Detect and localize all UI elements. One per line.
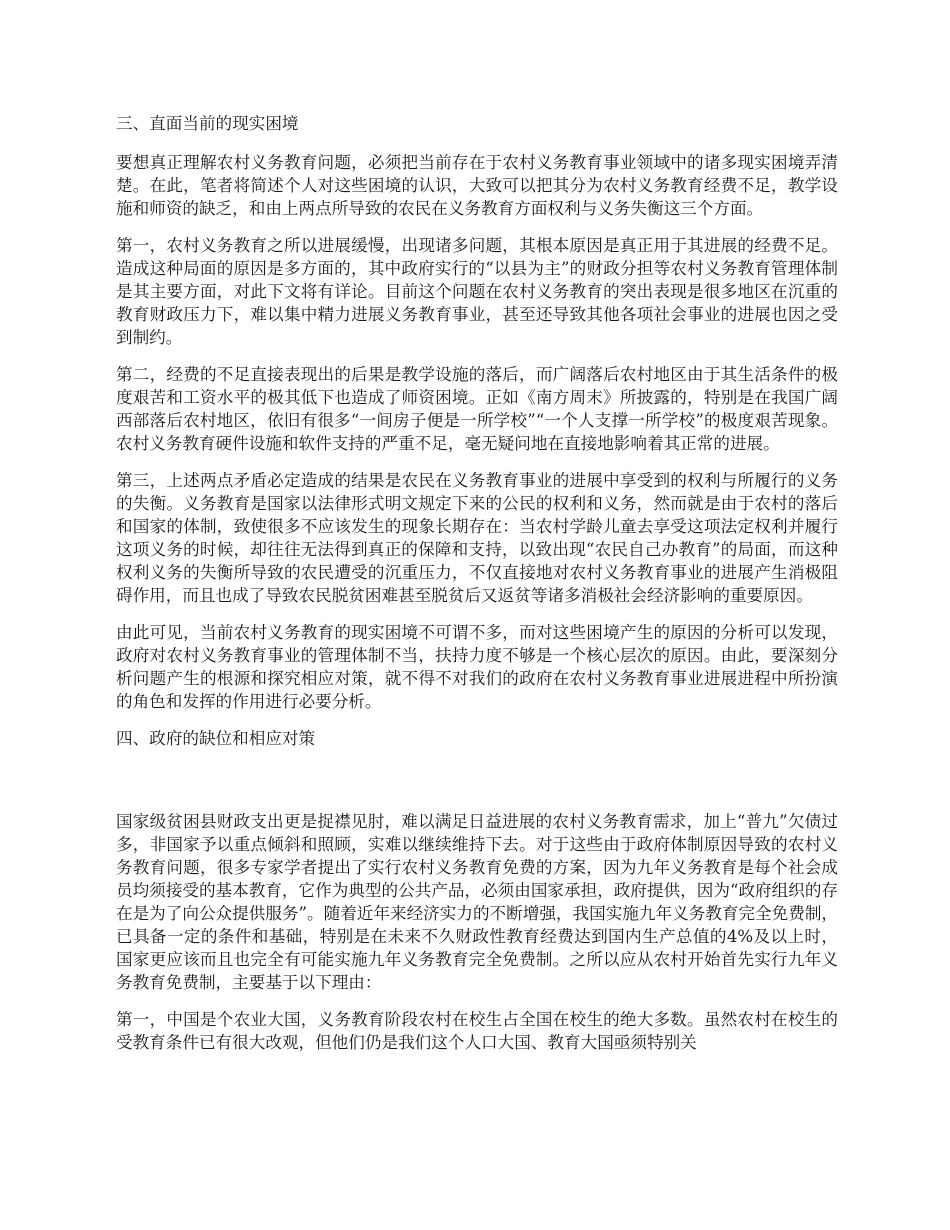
- paragraph-second-point: 第二，经费的不足直接表现出的后果是教学设施的落后，而广阔落后农村地区由于其生活条件的极度艰苦和工资水平的极其低下也造成了师资困境。正如《南方周末》所披露的，特别是在我国广阔西部落后农村地区，依旧有很多“一间房子便是一所学校”“一个人支撑一所学校”的极度艰苦现象。农村义务教育硬件设施和软件支持的严重不足，毫无疑问地在直接地影响着其正常的进展。: [116, 365, 838, 453]
- section-heading-4: 四、政府的缺位和相应对策: [116, 729, 316, 748]
- blank-gap: [116, 766, 838, 810]
- paragraph-conclusion: 由此可见，当前农村义务教育的现实困境不可谓不多，而对这些困境产生的原因的分析可以发现，政府对农村义务教育事业的管理体制不当，扶持力度不够是一个核心层次的原因。由此，要深刻分析问题产生的根源和探究相应对策，就不得不对我们的政府在农村义务教育事业进展进程中所扮演的角色和发挥的作用进行必要分析。: [116, 623, 838, 711]
- document-body: [116, 112, 838, 1068]
- paragraph-free-education: 国家级贫困县财政支出更是捉襟见肘，难以满足日益进展的农村义务教育需求，加上“普九”欠债过多，非国家予以重点倾斜和照顾，实难以继续维持下去。对于这些由于政府体制原因导致的农村义务教育问题，很多专家学者提出了实行农村义务教育免费的方案，因为九年义务教育是每个社会成员均须接受的基本教育，它作为典型的公共产品，必须由国家承担，政府提供，因为“政府组织的存在是为了向公众提供服务”。随着近年来经济实力的不断增强，我国实施九年义务教育完全免费制，已具备一定的条件和基础，特别是在未来不久财政性教育经费达到国内生产总值的4%及以上时，国家更应该而且也完全有可能实施九年义务教育完全免费制。之所以应从农村开始首先实行九年义务教育免费制，主要基于以下理由：: [116, 812, 839, 992]
- section-heading-3: 三、直面当前的现实困境: [116, 114, 299, 133]
- paragraph-third-point: 第三，上述两点矛盾必定造成的结果是农民在义务教育事业的进展中享受到的权利与所履行的义务的失衡。义务教育是国家以法律形式明文规定下来的公民的权利和义务，然而就是由于农村的落后和国家的体制，致使很多不应该发生的现象长期存在：当农村学龄儿童去享受这项法定权利并履行这项义务的时候，却往往无法得到真正的保障和支持，以致出现“农民自己办教育”的局面，而这种权利义务的失衡所导致的农民遭受的沉重压力，不仅直接地对农村义务教育事业的进展产生消极阻碍作用，而且也成了导致农民脱贫困难甚至脱贫后又返贫等诸多消极社会经济影响的重要原因。: [116, 471, 838, 605]
- paragraph-first-point: 第一，农村义务教育之所以进展缓慢，出现诸多问题，其根本原因是真正用于其进展的经费不足。造成这种局面的原因是多方面的，其中政府实行的“以县为主”的财政分担等农村义务教育管理体制是其主要方面，对此下文将有详论。目前这个问题在农村义务教育的突出表现是很多地区在沉重的教育财政压力下，难以集中精力进展义务教育事业，甚至还导致其他各项社会事业的进展也因之受到制约。: [116, 236, 838, 347]
- paragraph-reason-one: 第一，中国是个农业大国，义务教育阶段农村在校生占全国在校生的绝大多数。虽然农村在校生的受教育条件已有很大改观，但他们仍是我们这个人口大国、教育大国亟须特别关: [116, 1010, 838, 1052]
- paragraph-intro: 要想真正理解农村义务教育问题，必须把当前存在于农村义务教育事业领域中的诸多现实困境弄清楚。在此，笔者将简述个人对这些困境的认识，大致可以把其分为农村义务教育经费不足，教学设施和师资的缺乏，和由上两点所导致的农民在义务教育方面权利与义务失衡这三个方面。: [116, 153, 838, 218]
